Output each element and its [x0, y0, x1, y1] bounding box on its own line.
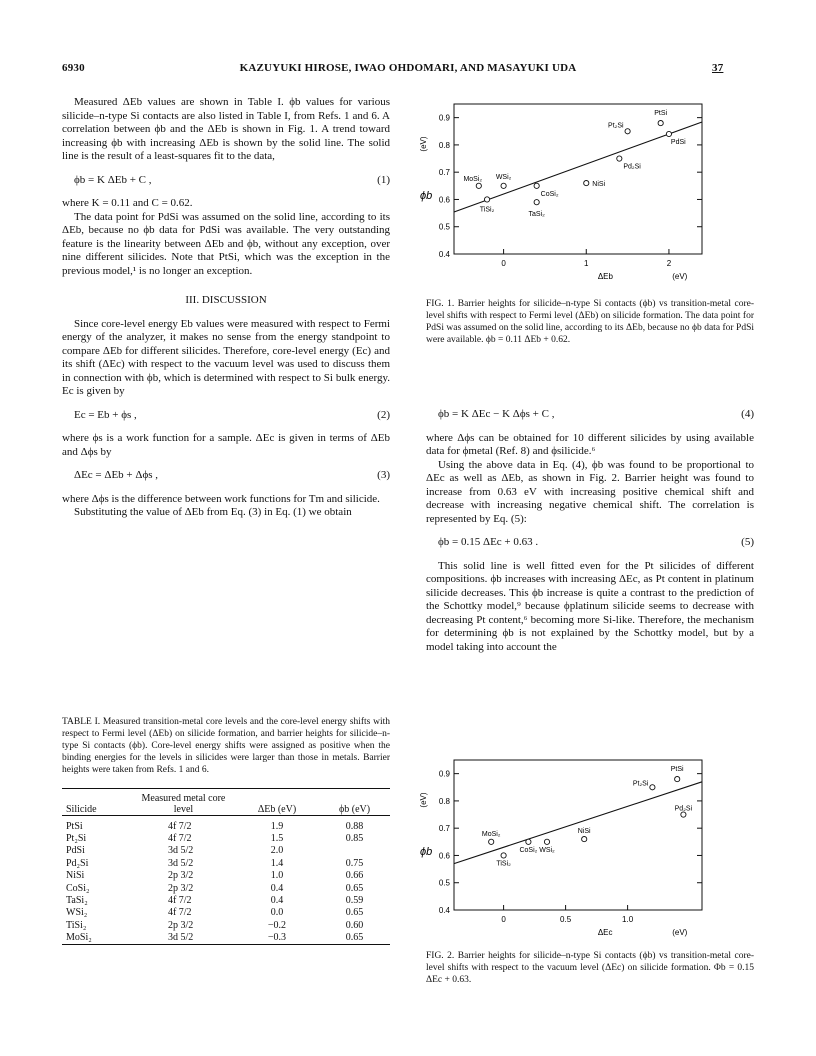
y-tick-label: 0.9: [438, 113, 450, 123]
y-tick-label: 0.7: [438, 168, 450, 178]
column-header: ϕb (eV): [338, 804, 371, 815]
silicide-cell: WSi₂: [66, 907, 88, 919]
x-tick-label: 0: [501, 259, 506, 268]
paragraph: where Δϕs can be obtained for 10 different silicides by using available data for ϕmetal (Ref. 8) and ϕsilicide.⁶: [426, 431, 754, 457]
data-point: [534, 200, 539, 205]
table-1: [62, 788, 390, 947]
point-label: PtSi: [654, 110, 668, 118]
figure-1-plot: [410, 94, 710, 286]
table-row: [62, 870, 390, 882]
figure-1-caption: FIG. 1. Barrier heights for silicide–n-type Si contacts (ϕb) vs transition-metal core-level shifts with respect to Fermi level (ΔEb) on silicide formation. The data point for PdSi was assumed on the solid line, according to its ΔEb, because no ϕb data for PdSi were available. ϕb = 0.11 ΔEb + 0.62.: [426, 299, 754, 345]
y-tick-label: 0.6: [438, 851, 450, 861]
equation-5: ϕb = 0.15 ΔEc + 0.63 . (5): [438, 536, 754, 548]
silicide-cell: Pt₂Si: [66, 833, 87, 845]
table-row: [62, 832, 390, 844]
barrier-height-cell: 0.65: [345, 932, 364, 944]
point-label: PtSi: [670, 766, 684, 774]
paragraph: Using the above data in Eq. (4), ϕb was found to be proportional to ΔEc as well as ΔEb, as shown in Fig. 2. Barrier height was found to increase from 0.63 eV with increasing positive chemical shift and decrease with increasing negative chemical shift. The correlation is represented by Eq. (5):: [426, 458, 754, 525]
fit-line: [454, 782, 702, 864]
delta-eb-cell: 0.4: [270, 882, 284, 894]
point-label: NiSi: [577, 828, 591, 836]
figure-2-caption: FIG. 2. Barrier heights for silicide–n-type Si contacts (ϕb) vs transition-metal core-level shifts with respect to the vacuum level (ΔEc) on silicide formation. Φb = 0.15 ΔEc + 0.63.: [426, 951, 754, 985]
column-header: Measured metal core level: [141, 793, 226, 815]
barrier-height-cell: 0.88: [345, 820, 364, 832]
data-point: [526, 839, 531, 844]
running-title: KAZUYUKI HIROSE, IWAO OHDOMARI, AND MASAYUKI UDA: [239, 62, 577, 74]
section-heading: III. DISCUSSION: [185, 294, 267, 306]
silicide-cell: Pd₂Si: [66, 857, 89, 869]
point-label: Pd₂Si: [623, 163, 641, 171]
equation-4: ϕb = K ΔEc − K Δϕs + C , (4): [438, 408, 754, 420]
barrier-height-cell: [319, 845, 390, 857]
fit-line: [454, 122, 702, 212]
x-axis-label: ΔEb: [597, 272, 613, 281]
table-caption: TABLE I. Measured transition-metal core levels and the core-level energy shifts with respect to Fermi level (ΔEb) on silicide formation, and barrier heights for silicide–n-type Si contacts (ϕb). Core-level energy shifts were assigned as positive when the binding energies for the levels in silicides were larger than those in metals. Barrier heights were taken from Refs. 1 and 6.: [62, 717, 390, 775]
core-level-cell: 3d 5/2: [167, 857, 194, 869]
data-point: [658, 120, 663, 125]
data-point: [666, 131, 671, 136]
x-tick-label: 0.5: [560, 915, 572, 924]
delta-eb-cell: 1.9: [270, 820, 284, 832]
barrier-height-cell: 0.85: [345, 833, 364, 845]
x-axis-unit: (eV): [672, 272, 688, 281]
delta-eb-cell: 1.4: [270, 857, 284, 869]
core-level-cell: 4f 7/2: [167, 907, 192, 919]
core-level-cell: 4f 7/2: [167, 833, 192, 845]
silicide-cell: MoSi₂: [66, 932, 92, 944]
table-row: [62, 932, 390, 945]
silicide-cell: TiSi₂: [66, 919, 87, 931]
delta-eb-cell: 2.0: [270, 845, 284, 857]
column-header: Silicide: [66, 804, 97, 815]
y-tick-label: 0.5: [438, 222, 450, 232]
table-row: [62, 882, 390, 894]
core-level-cell: 4f 7/2: [167, 895, 192, 907]
barrier-height-cell: 0.75: [345, 857, 364, 869]
silicide-cell: PdSi: [66, 845, 85, 857]
paragraph: Substituting the value of ΔEb from Eq. (3) in Eq. (1) we obtain: [74, 506, 352, 518]
plot-frame: [454, 104, 702, 254]
barrier-height-cell: 0.65: [345, 882, 364, 894]
delta-eb-cell: 1.0: [270, 870, 284, 882]
point-label: Pd₂Si: [674, 805, 693, 813]
delta-eb-cell: −0.3: [267, 932, 287, 944]
point-label: NiSi: [592, 181, 606, 189]
delta-eb-cell: 0.0: [270, 907, 284, 919]
point-label: MoSi₂: [481, 830, 501, 838]
paragraph: Measured ΔEb values are shown in Table I. ϕb values for various silicide–n-type Si contacts are also listed in Table I, from Refs. 1 and 6. A correlation between ϕb and the ΔEb is shown in Fig. 1. A trend toward increasing ϕb with increasing ΔEb is shown by the solid line. The solid line is the result of a least-squares fit to the data,: [62, 96, 390, 162]
paragraph: The data point for PdSi was assumed on the solid line, according to its ΔEb, because no ϕb data for PdSi was available. The very outstanding feature is the linearity between ΔEb and ϕb, without any exception, over nine different silicides. Note that PtSi, which was the exception in the previous model,¹ is no longer an exception.: [62, 210, 390, 277]
figure-2-plot: [410, 750, 710, 942]
y-tick-label: 0.9: [438, 769, 450, 779]
data-point: [534, 183, 539, 188]
equation-3: ΔEc = ΔEb + Δϕs , (3): [74, 469, 390, 481]
delta-eb-cell: −0.2: [267, 919, 287, 931]
point-label: Pt₂Si: [632, 780, 649, 788]
silicide-cell: NiSi: [66, 870, 85, 882]
point-label: WSi₂: [495, 173, 512, 181]
y-axis-unit: (eV): [419, 136, 428, 152]
paragraph: where ϕs is a work function for a sample. ΔEc is given in terms of ΔEb and Δϕs by: [62, 432, 390, 458]
x-tick-label: 2: [666, 259, 672, 268]
x-axis-unit: (eV): [672, 928, 688, 937]
data-point: [501, 183, 506, 188]
table-row: [62, 894, 390, 906]
data-point: [582, 836, 587, 841]
table-row: [62, 820, 390, 832]
volume-number: 37: [712, 62, 724, 74]
point-label: TiSi₂: [479, 206, 495, 214]
right-column: [426, 408, 754, 654]
left-column: [62, 96, 390, 520]
column-header: ΔEb (eV): [257, 804, 297, 815]
point-label: TaSi₂: [528, 211, 545, 219]
data-point: [501, 853, 506, 858]
table-row: [62, 919, 390, 931]
y-axis-label: ϕb: [420, 846, 433, 858]
core-level-cell: 3d 5/2: [167, 845, 194, 857]
paragraph: where K = 0.11 and C = 0.62.: [62, 197, 193, 209]
x-tick-label: 1.0: [622, 915, 634, 924]
y-axis-label: ϕb: [420, 190, 433, 202]
data-point: [675, 776, 680, 781]
data-point: [625, 129, 630, 134]
point-label: MoSi₂: [463, 175, 483, 183]
barrier-height-cell: 0.65: [345, 907, 364, 919]
equation-1: ϕb = K ΔEb + C , (1): [74, 173, 390, 186]
paragraph: This solid line is well fitted even for the Pt silicides of different compositions. ϕb increases with increasing ΔEc, as Pt content in platinum silicide decreases. This ϕb increase is quite a contrast to the prediction of the Schottky model,⁹ because ϕplatinum silicide seems to decrease with decreasing Pt content,⁶ becoming more Si-like. Therefore, the mechanism for determining ϕb is not explained by the Schottky model, but by a model taking into account the: [426, 559, 754, 653]
y-tick-label: 0.6: [438, 195, 450, 205]
silicide-cell: CoSi₂: [66, 882, 90, 894]
core-level-cell: 3d 5/2: [167, 932, 194, 944]
point-label: Pt₂Si: [608, 122, 624, 130]
data-point: [544, 839, 549, 844]
data-point: [484, 197, 489, 202]
y-tick-label: 0.4: [438, 906, 450, 915]
x-axis-label: ΔEc: [597, 928, 613, 937]
core-level-cell: 2p 3/2: [167, 870, 194, 882]
core-level-cell: 4f 7/2: [167, 820, 192, 832]
data-point: [584, 180, 589, 185]
core-level-cell: 2p 3/2: [167, 919, 194, 931]
table-row: [62, 845, 390, 857]
data-point: [650, 785, 655, 790]
point-label: TiSi₂: [496, 860, 511, 868]
point-label: CoSi₂: [540, 190, 559, 198]
point-label: WSi₂: [539, 846, 555, 854]
table-row: [62, 907, 390, 919]
x-tick-label: 1: [584, 259, 589, 268]
page-number: 6930: [62, 62, 85, 74]
y-tick-label: 0.8: [438, 140, 450, 150]
delta-eb-cell: 1.5: [270, 833, 284, 845]
y-tick-label: 0.4: [438, 250, 450, 259]
delta-eb-cell: 0.4: [270, 895, 284, 907]
data-point: [681, 812, 686, 817]
table-row: [62, 857, 390, 869]
barrier-height-cell: 0.59: [345, 895, 364, 907]
silicide-cell: PtSi: [66, 820, 83, 832]
x-tick-label: 0: [501, 915, 506, 924]
barrier-height-cell: 0.66: [345, 870, 364, 882]
data-point: [476, 183, 481, 188]
barrier-height-cell: 0.60: [345, 919, 364, 931]
paragraph: Since core-level energy Eb values were measured with respect to Fermi energy of the analyzer, it makes no sense from the energy standpoint to compare ΔEb for different silicides. Therefore, core-level energy (Ec) and its shift (ΔEc) with respect to the vacuum level was used to discuss them in connection with ϕb, which is determined with respect to Si bulk energy. Ec is given by: [62, 317, 390, 397]
silicide-cell: TaSi₂: [66, 895, 88, 907]
data-point: [617, 156, 622, 161]
data-point: [489, 839, 494, 844]
equation-2: Ec = Eb + ϕs , (2): [74, 408, 390, 421]
point-label: CoSi₂: [519, 846, 538, 854]
point-label: PdSi: [670, 139, 686, 146]
y-tick-label: 0.5: [438, 878, 450, 888]
paragraph: where Δϕs is the difference between work functions for Tm and silicide.: [62, 492, 380, 505]
y-axis-unit: (eV): [419, 792, 428, 808]
y-tick-label: 0.8: [438, 796, 450, 806]
y-tick-label: 0.7: [438, 824, 450, 834]
core-level-cell: 2p 3/2: [167, 882, 194, 894]
